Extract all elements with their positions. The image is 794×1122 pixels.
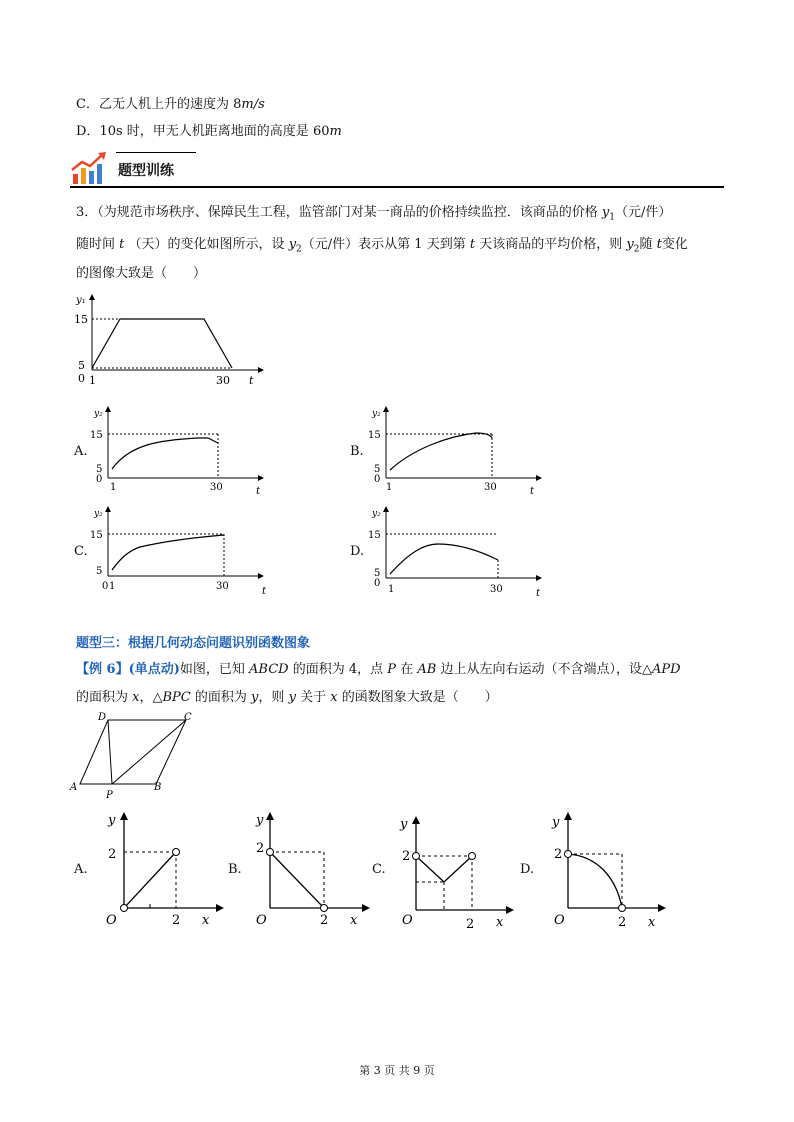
option-label: C． [76,97,99,112]
x-axis-label: t [256,486,261,496]
ex6-option-a-label: A. [74,862,88,877]
q3-option-b-graph [368,404,548,496]
ex6-text: 在 [400,662,414,677]
var-t: t [119,237,125,252]
x-tick: 2 [320,913,329,928]
ex6-option-c-graph [394,812,524,930]
bar-chart-trend-icon [70,150,110,186]
q3-text: 变化 [661,237,688,252]
line [270,852,324,908]
example-tag: 【例 6】 [76,662,129,677]
var-t: t [469,237,476,252]
ex6-text: 边上从左向右运动（不含端点），设△ [440,662,652,677]
var-x: x [330,690,338,705]
example-mode: (单点动) [128,662,180,677]
curve [390,433,492,470]
x-tick: 2 [172,913,181,928]
subscript: 2 [296,244,302,255]
x-axis-label: t [536,588,541,599]
x-axis-label: t [262,586,267,597]
x-tick: 30 [490,584,503,595]
y-tick: 5 [374,464,381,475]
y-tick: 0 [374,474,381,485]
option-unit: m [329,124,342,139]
section-title: 题型训练 [118,163,174,179]
y-tick: 2 [554,847,563,862]
line [124,852,176,908]
ex6-text: 的面积为 [194,690,247,705]
ex6-text: ，△ [139,690,163,705]
ex6-text: 的函数图象大致是（ ） [341,690,498,705]
price-curve [92,319,232,368]
parallelogram-figure [68,710,198,802]
q3-text: 随 [639,237,653,252]
ex6-text: 如图，已知 [179,662,245,677]
q3-text: （元/件）表示从第 1 天到第 [301,237,466,252]
var-p: P [387,662,397,677]
ex6-option-b-graph [248,806,378,928]
shape-name: ABCD [249,662,289,677]
x-tick: 1 [386,482,393,493]
option-d-prev [76,123,342,141]
ex6-option-d-graph [546,808,676,928]
x-tick: 1 [109,581,116,592]
y-axis-label: y [256,813,264,828]
x-axis-label: x [350,913,358,928]
y-tick-5: 5 [78,359,85,372]
x-axis-label: x [496,915,504,930]
y-tick: 15 [368,430,381,441]
y-axis-label: y₂ [94,509,103,519]
y-tick: 5 [96,566,103,577]
y-axis-label: y [400,817,408,832]
q3-text: （元/件） [615,205,672,220]
section-header [70,148,724,188]
y-axis-label: y₂ [372,509,381,519]
curve [112,438,218,469]
subscript: 2 [633,244,640,255]
option-value: 60 [312,124,330,139]
q3-line2 [76,236,688,259]
y-tick: 15 [90,430,103,441]
origin-label: O [106,913,117,928]
y-axis-label: y₂ [94,409,103,419]
vertex-d: D [98,712,107,723]
y-axis-label: y₂ [372,409,381,419]
y-axis-label: y₁ [76,295,86,306]
x-tick: 30 [210,482,223,493]
var-y: y [288,237,297,252]
x-tick: 2 [466,917,475,930]
x-axis-label: x [202,913,210,928]
line [416,856,472,882]
q3-option-c-label: C. [74,544,88,559]
vertex-a: A [70,782,78,793]
y-tick: 2 [402,849,411,864]
x-axis-label: t [530,486,535,496]
ex6-option-c-label: C. [372,862,386,877]
origin-label: O [256,913,267,928]
vertex-p: P [106,790,113,801]
y-tick: 0 [374,578,381,589]
ex6-text: 的面积为 [76,690,129,705]
ex6-option-d-label: D. [520,862,535,877]
q3-text: 3．（为规范市场秩序、保障民生工程，监管部门对某一商品的价格持续监控．该商品的价格 [76,205,598,220]
origin-label: O [402,913,413,928]
origin-label: O [554,913,565,928]
q3-text: 天该商品的平均价格，则 [479,237,623,252]
y-tick-15: 15 [74,313,88,326]
segment-ab: AB [417,662,437,677]
x-tick-1: 1 [89,374,96,387]
option-value: 8 [233,97,242,112]
q3-option-b-label: B. [350,444,364,459]
q3-line3: 的图像大致是（ ） [76,266,207,281]
y-tick: 0 [96,474,103,485]
y-axis-label: y [108,813,116,828]
x-tick: 30 [484,482,497,493]
ex6-text: 关于 [300,690,327,705]
x-axis-label: x [648,915,656,928]
y-tick: 2 [256,841,265,856]
q3-option-d-graph [368,504,548,600]
y-tick: 15 [90,530,103,541]
subscript: 1 [609,212,616,223]
x-tick: 1 [110,482,117,493]
ex6-text: ，则 [258,690,285,705]
var-y: y [251,690,259,705]
vertex-c: C [184,712,192,723]
var-x: x [132,690,140,705]
x-tick: 1 [388,584,395,595]
page-footer: 第 3 页 共 9 页 [359,1064,435,1077]
q3-line1 [76,204,671,227]
triangle-bpc: BPC [162,690,191,705]
y-tick: 5 [96,464,103,475]
x-tick: 30 [216,581,229,592]
option-label: D． [76,124,100,139]
x-tick-30: 30 [216,374,230,387]
type3-heading: 题型三：根据几何动态问题识别函数图象 [76,636,311,651]
q3-text: （天）的变化如图所示，设 [128,237,285,252]
x-axis-label: t [249,374,254,387]
ex6-line1 [76,661,681,679]
option-unit: m/s [241,97,265,112]
ex6-text: 的面积为 4，点 [292,662,384,677]
q3-option-c-graph [90,504,270,600]
option-c-prev [76,96,265,114]
q3-main-graph [70,292,270,392]
q3-option-a-graph [90,404,270,496]
curve [112,535,224,570]
q3-text: 随时间 [76,237,116,252]
var-y: y [288,690,296,705]
q3-option-a-label: A. [74,444,88,459]
ex6-option-a-graph [98,808,228,928]
vertex-b: B [154,782,162,793]
ex6-line2 [76,689,498,707]
y-axis-label: y [552,815,560,830]
var-t: t [656,237,662,252]
triangle-apd: APD [651,662,681,677]
option-text: 10s 时，甲无人机距离地面的高度是 [99,124,309,139]
y-tick: 2 [108,847,117,862]
ex6-option-b-label: B. [228,862,242,877]
curve [568,854,622,908]
y-tick: 0 [102,581,109,592]
y-tick: 5 [374,568,381,579]
var-y: y [626,237,634,252]
x-tick: 2 [618,915,627,928]
y-tick-0: 0 [78,372,85,385]
y-tick: 15 [368,530,381,541]
var-y: y [601,205,610,220]
option-text: 乙无人机上升的速度为 [98,97,229,112]
curve [390,544,498,574]
q3-option-d-label: D. [350,544,365,559]
